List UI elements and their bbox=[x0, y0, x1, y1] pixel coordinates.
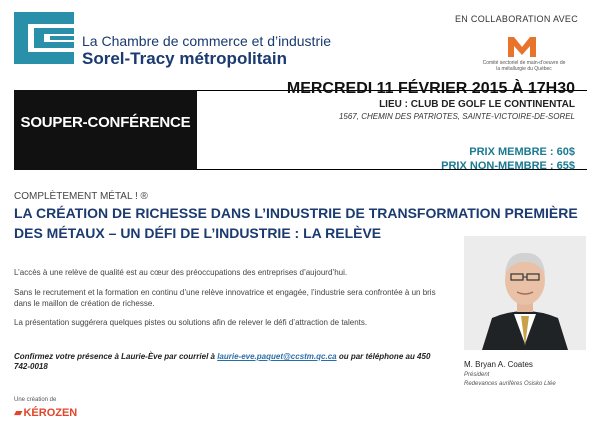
rsvp-email-link[interactable]: laurie-eve.paquet@ccstm.qc.ca bbox=[217, 352, 337, 361]
org-line2: Sorel-Tracy métropolitain bbox=[82, 49, 287, 68]
event-address: 1567, CHEMIN DES PATRIOTES, SAINTE-VICTOIRE-DE-SOREL bbox=[338, 112, 575, 121]
kerozen-mark-icon: ▰ bbox=[14, 407, 23, 419]
kicker: COMPLÈTEMENT MÉTAL ! ® bbox=[14, 191, 148, 202]
rsvp-suffix: ou par téléphone au 450 742-0018 bbox=[14, 352, 431, 372]
speaker-organization: Redevances aurifères Osisko Ltée bbox=[464, 381, 556, 387]
speaker-portrait-icon bbox=[464, 236, 586, 350]
event-venue: LIEU : CLUB DE GOLF LE CONTINENTAL bbox=[379, 99, 575, 110]
headline: LA CRÉATION DE RICHESSE DANS L’INDUSTRIE DE TRANSFORMATION PREMIÈRE DES MÉTAUX – UN DÉFI DE L’INDUSTRIE : LA RELÈVE bbox=[14, 205, 578, 241]
collaboration-label: EN COLLABORATION AVEC bbox=[455, 14, 578, 24]
price-member: PRIX MEMBRE : 60$ bbox=[469, 146, 575, 158]
price-nonmember: PRIX NON-MEMBRE : 65$ bbox=[441, 160, 575, 172]
credit-label: Une création de bbox=[14, 397, 57, 403]
organization-name bbox=[82, 34, 331, 67]
ccstm-logo-icon bbox=[14, 12, 80, 64]
speaker-photo bbox=[464, 236, 586, 350]
paragraph-2: Sans le recrutement et la formation en continu d’une relève innovatrice et engagée, l’industrie sera confrontée à un bris dans le maillon de création de richesse. bbox=[14, 287, 436, 308]
speaker-name: M. Bryan A. Coates bbox=[464, 360, 533, 369]
paragraph-1: L’accès à une relève de qualité est au cœur des préoccupations des entreprises d’aujourd’hui. bbox=[14, 268, 348, 277]
event-date: MERCREDI 11 FÉVRIER 2015 À 17H30 bbox=[286, 80, 575, 97]
speaker-title: Président bbox=[464, 372, 490, 378]
partner-name: Comité sectoriel de main-d’oeuvre de la métallurgie du Québec bbox=[482, 60, 566, 73]
body-text bbox=[14, 268, 446, 338]
event-type-label: SOUPER-CONFÉRENCE bbox=[20, 114, 191, 131]
credit-brand-text: KÉROZEN bbox=[23, 407, 78, 419]
credit-brand bbox=[14, 406, 77, 419]
rsvp-text bbox=[14, 352, 446, 373]
paragraph-3: La présentation suggérera quelques pistes ou solutions afin de relever le défi d’attraction de talents. bbox=[14, 318, 368, 328]
org-line1: La Chambre de commerce et d’industrie bbox=[82, 33, 332, 49]
csmo-m-logo-icon bbox=[508, 37, 536, 57]
rsvp-prefix: Confirmez votre présence à Laurie-Ève par courriel à bbox=[14, 352, 218, 361]
